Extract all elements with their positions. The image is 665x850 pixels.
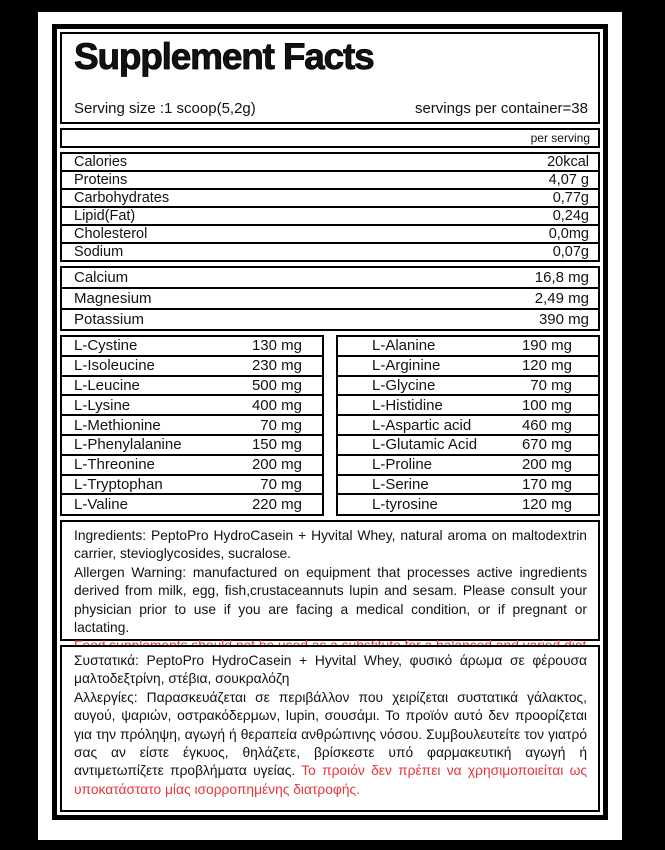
amino-name: L-Leucine [74,376,140,394]
amino-name: L-Alanine [372,337,436,355]
nutrient-value: 0,24g [552,208,589,224]
amino-value: 120 mg [521,357,572,375]
nutrient-row [62,242,598,260]
mineral-row [62,308,598,329]
amino-row [338,434,598,454]
nutrient-row [62,206,598,224]
mineral-name: Potassium [74,311,145,328]
amino-row [338,493,598,513]
mineral-value: 2,49 mg [534,290,589,307]
minerals-table [60,266,600,331]
nutrient-value: 0,07g [552,244,589,260]
amino-value: 170 mg [521,475,572,493]
amino-name: L-Phenylalanine [74,436,182,454]
nutrient-value: 4,07 g [548,172,589,188]
amino-row [62,434,322,454]
amino-name: L-Isoleucine [74,357,155,375]
nutrient-row [62,154,598,170]
amino-value: 100 mg [521,396,572,414]
greek-warning-text: Το προιόν δεν πρέπει να χρησιμοποιείται ως υποκατάστατο μίας ισορροπημένης διατροφής. [74,763,587,797]
greek-allergen-paragraph [74,689,587,799]
amino-row [338,337,598,355]
nutrient-value: 0,0mg [548,226,589,242]
amino-row [62,474,322,494]
amino-value: 460 mg [521,416,572,434]
nutrient-name: Cholesterol [74,226,148,242]
mineral-row [62,268,598,287]
amino-row [338,355,598,375]
amino-name: L-tyrosine [372,495,438,513]
amino-value: 230 mg [251,357,302,375]
nutrient-value: 20kcal [547,154,589,170]
mineral-value: 16,8 mg [534,269,589,286]
amino-row [338,474,598,494]
amino-value: 670 mg [521,436,572,454]
amino-name: L-Cystine [74,337,138,355]
amino-name: L-Glutamic Acid [372,436,478,454]
mineral-name: Calcium [74,269,129,286]
amino-row [62,454,322,474]
nutrient-name: Calories [74,154,128,170]
column-header-label: per serving [530,131,590,145]
amino-name: L-Threonine [74,456,155,474]
amino-value: 400 mg [251,396,302,414]
amino-value: 70 mg [260,475,302,493]
nutrient-row [62,224,598,242]
greek-info-section [60,645,600,812]
amino-value: 70 mg [530,376,572,394]
greek-ingredients-text: Συστατικά: PeptoPro HydroCasein + Hyvital Whey, φυσικό άρωμα σε φέρουσα μαλτοδεξτρίνη, στέβια, σουκραλόζη [74,653,587,687]
amino-row [338,454,598,474]
amino-row [338,414,598,434]
amino-row [62,355,322,375]
amino-row [62,337,322,355]
amino-value: 500 mg [251,376,302,394]
ingredients-text: Ingredients: PeptoPro HydroCasein + Hyvital Whey, natural aroma on maltodextrin carrier, stevioglycosides, sucralose. [74,528,587,562]
amino-row [62,394,322,414]
amino-name: L-Methionine [74,416,161,434]
nutrient-name: Proteins [74,172,128,188]
amino-value: 190 mg [521,337,572,355]
serving-row [74,100,588,117]
amino-row [338,394,598,414]
amino-row [62,375,322,395]
greek-allergen-text: Αλλεργίες: Παρασκευάζεται σε περιβάλλον που χειρίζεται συστατικά γάλακτος, αυγού, ψαριών, οστρακόδερμων, lupin, σουσάμι. Το προϊόν αυτό δεν προορίζεται για την πρόληψη, αγωγή ή θεραπεία ανθρώπινης νόσου. Συμβουλευτείτε τον γιατρό σας αν είστε έγκυος, θηλάζετε, βρίσκεστε υπό φαρμακευτική αγωγή ή αντιμετωπίζετε προβλήματα υγείας. [74,689,587,779]
amino-name: L-Glycine [372,376,436,394]
amino-row [62,493,322,513]
amino-row [62,414,322,434]
mineral-value: 390 mg [538,311,589,328]
nutrient-value: 0,77g [552,190,589,206]
amino-value: 70 mg [260,416,302,434]
allergen-warning-text: Allergen Warning: manufactured on equipment that processes active ingredients derived from milk, egg, fish,crustaceannuts lupin and sesam. Please consult your physician prior to use if you are facing a medical condition, or if pregnant or lactating. [74,564,587,636]
amino-name: L-Histidine [372,396,443,414]
nutrient-row [62,170,598,188]
amino-value: 150 mg [251,436,302,454]
mineral-name: Magnesium [74,290,152,307]
amino-value: 120 mg [521,495,572,513]
nutrient-name: Sodium [74,244,124,260]
amino-acids-section [60,335,600,516]
amino-name: L-Arginine [372,357,441,375]
amino-name: L-Valine [74,495,128,513]
nutrient-row [62,188,598,206]
amino-acids-left-table [60,335,324,516]
amino-value: 130 mg [251,337,302,355]
amino-row [338,375,598,395]
page-title: Supplement Facts [74,36,374,77]
header-section [60,32,600,124]
servings-per-container-text: servings per container=38 [414,100,588,117]
amino-value: 220 mg [251,495,302,513]
amino-value: 200 mg [521,456,572,474]
english-info-section [60,520,600,641]
amino-name: L-Proline [372,456,433,474]
serving-size-text: Serving size :1 scoop(5,2g) [74,100,256,117]
amino-value: 200 mg [251,456,302,474]
amino-name: L-Serine [372,475,429,493]
per-serving-header [60,128,600,148]
nutrient-name: Lipid(Fat) [74,208,136,224]
supplement-facts-panel [52,24,608,820]
amino-name: L-Aspartic acid [372,416,472,434]
amino-acids-right-table [336,335,600,516]
mineral-row [62,287,598,308]
amino-name: L-Lysine [74,396,131,414]
amino-name: L-Tryptophan [74,475,163,493]
label-sheet [38,12,622,840]
nutrients-table [60,152,600,262]
nutrient-name: Carbohydrates [74,190,170,206]
